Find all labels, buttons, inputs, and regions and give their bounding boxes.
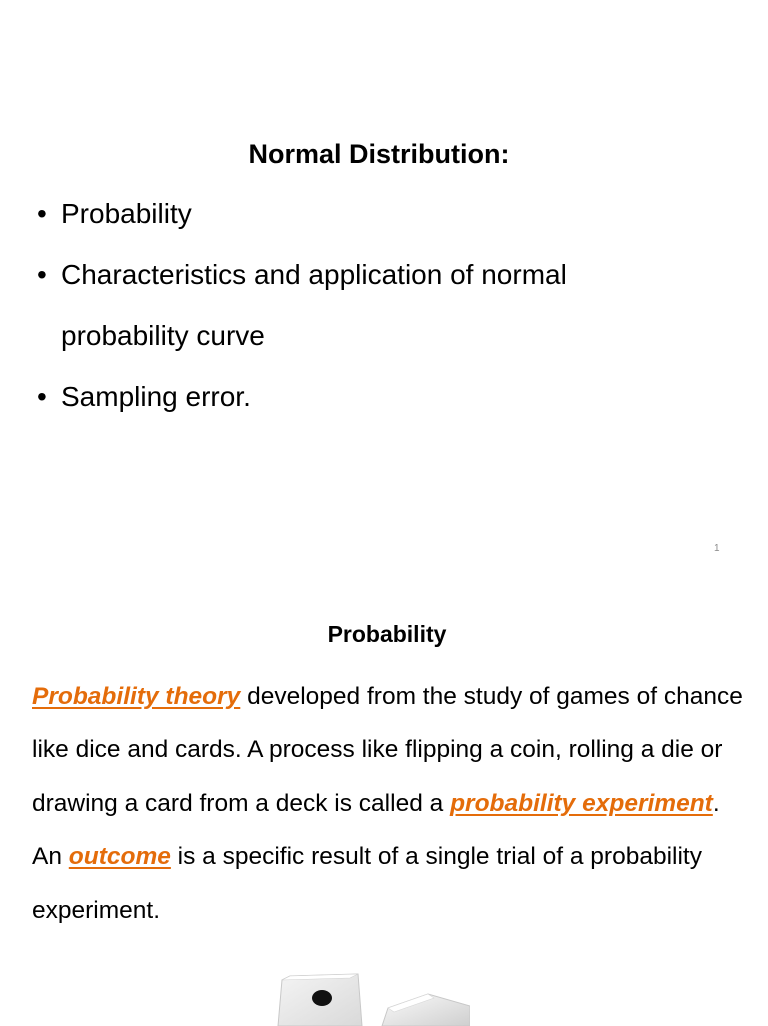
- bullet-text: Characteristics and application of normal: [61, 259, 567, 290]
- dice-icon: [270, 946, 470, 1026]
- term-highlight: Probability theory: [32, 683, 241, 710]
- term-highlight: probability experiment: [450, 789, 713, 817]
- paragraph-text: . An: [32, 789, 720, 871]
- bullet-text-continuation: probability curve: [61, 320, 265, 351]
- bullet-item: [37, 257, 711, 354]
- term-highlight: outcome: [68, 843, 171, 871]
- bullet-dot: •: [37, 381, 47, 412]
- body-paragraph: [32, 670, 744, 937]
- slide-title: Probability: [327, 621, 447, 647]
- bullet-text: Sampling error.: [61, 381, 251, 412]
- page-number: 1: [714, 543, 720, 554]
- bullet-item: [37, 196, 711, 232]
- bullet-item: [37, 379, 711, 415]
- bullet-dot: •: [37, 259, 47, 290]
- paragraph-text: is a specific result of a single trial of a probability experiment.: [32, 843, 702, 924]
- slide-title: Normal Distribution:: [248, 139, 510, 169]
- bullet-text: Probability: [61, 198, 192, 229]
- slide-2: [0, 576, 768, 1024]
- bullet-dot: •: [37, 198, 47, 229]
- paragraph-text: developed from the study of games of chance like dice and cards. A process like flipping a coin, rolling a die or drawing a card from a deck is called a: [32, 683, 743, 817]
- bullet-list: [37, 196, 711, 440]
